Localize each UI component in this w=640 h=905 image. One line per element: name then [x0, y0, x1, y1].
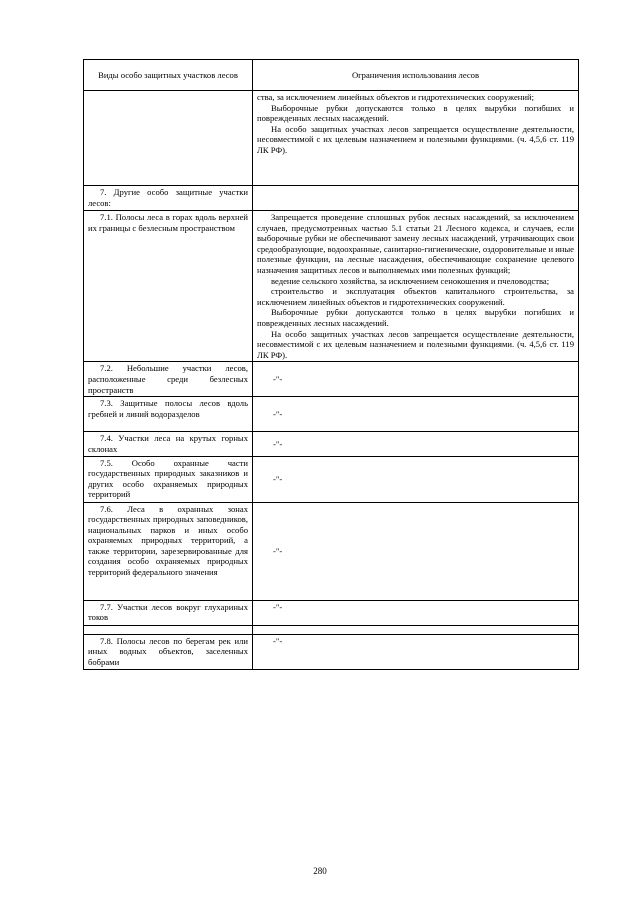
table-row [84, 456, 579, 502]
forest-type-cell: 7.2. Небольшие участки лесов, расположенные среди безлесных пространств [84, 362, 253, 397]
table-row [84, 362, 579, 397]
restrictions-table [83, 59, 579, 670]
restriction-text: Выборочные рубки допускаются только в целях вырубки погибших и поврежденных лесных насаждений. [257, 102, 574, 124]
forest-type-cell: 7.4. Участки леса на крутых горных склонах [84, 432, 253, 456]
ditto-mark: -"- [253, 397, 579, 432]
table-row [84, 211, 579, 362]
table-row-continued [84, 91, 579, 186]
restriction-text: ведение сельского хозяйства, за исключением сенокошения и пчеловодства; [271, 275, 550, 286]
table-row [84, 397, 579, 432]
restriction-text: Запрещается проведение сплошных рубок лесных насаждений, за исключением случаев, предусмотренных частью 5.1 статьи 21 Лесного кодекса, и случаев, если выборочные рубки не обеспечивают замену лесных насаждений, утрачивающих свои средообразующие, водоохранные, санитарно-гигиенические, оздоровительные и иные полезные функции, на лесные насаждения, обеспечивающие сохранение целевого назначения защитных лесов и выполняемых ими полезных функций; [257, 212, 574, 275]
header-col-forest-types: Виды особо защитных участков лесов [84, 60, 253, 91]
table-row-spacer [84, 625, 579, 634]
empty-cell [253, 186, 579, 211]
ditto-mark: -"- [253, 502, 579, 600]
empty-cell [84, 625, 253, 634]
ditto-mark: -"- [253, 600, 579, 625]
empty-cell [253, 625, 579, 634]
restriction-text: На особо защитных участках лесов запрещается осуществление деятельности, несовместимой с их целевым назначением и полезными функциями. (ч. 4,5,6 ст. 119 ЛК РФ). [257, 328, 574, 360]
forest-type-cell: 7.7. Участки лесов вокруг глухариных токов [84, 600, 253, 625]
forest-type-cell: 7.5. Особо охранные части государственных природных заказников и других особо охраняемых природных территорий [84, 456, 253, 502]
forest-type-cell: 7.8. Полосы лесов по берегам рек или иных водных объектов, заселенных бобрами [84, 634, 253, 669]
restriction-text: ства, за исключением линейных объектов и гидротехнических сооружений; [257, 92, 534, 102]
forest-type-cell: 7.3. Защитные полосы лесов вдоль гребней и линий водоразделов [84, 397, 253, 432]
restriction-text: На особо защитных участках лесов запрещается осуществление деятельности, несовместимой с их целевым назначением и полезными функциями. (ч. 4,5,6 ст. 119 ЛК РФ). [257, 123, 574, 155]
page-number: 280 [313, 866, 327, 876]
table-header-row [84, 60, 579, 91]
section-title: 7. Другие особо защитные участки лесов: [84, 186, 253, 211]
restrictions-cell [253, 91, 579, 186]
ditto-mark: -"- [253, 362, 579, 397]
ditto-mark: -"- [253, 456, 579, 502]
restrictions-cell [253, 211, 579, 362]
empty-cell [84, 91, 253, 186]
table-row [84, 600, 579, 625]
table-row-section-7 [84, 186, 579, 211]
restriction-text: строительство и эксплуатация объектов капитального строительства, за исключением линейных объектов и гидротехнических сооружений. [257, 286, 574, 307]
table-row [84, 502, 579, 600]
header-col-restrictions: Ограничения использования лесов [253, 60, 579, 91]
restriction-text: Выборочные рубки допускаются только в целях вырубки погибших и поврежденных лесных насаждений. [257, 307, 574, 328]
table-row [84, 432, 579, 456]
ditto-mark: -"- [253, 634, 579, 669]
table-row [84, 634, 579, 669]
ditto-mark: -"- [253, 432, 579, 456]
forest-type-cell: 7.6. Леса в охранных зонах государственных природных заповедников, национальных парков и иных особо охраняемых природных территорий, а также территории, зарезервированные для создания особо охраняемых природных территорий федерального значения [84, 502, 253, 600]
document-sheet [83, 59, 578, 670]
forest-type-cell: 7.1. Полосы леса в горах вдоль верхней их границы с безлесным пространством [84, 211, 253, 362]
